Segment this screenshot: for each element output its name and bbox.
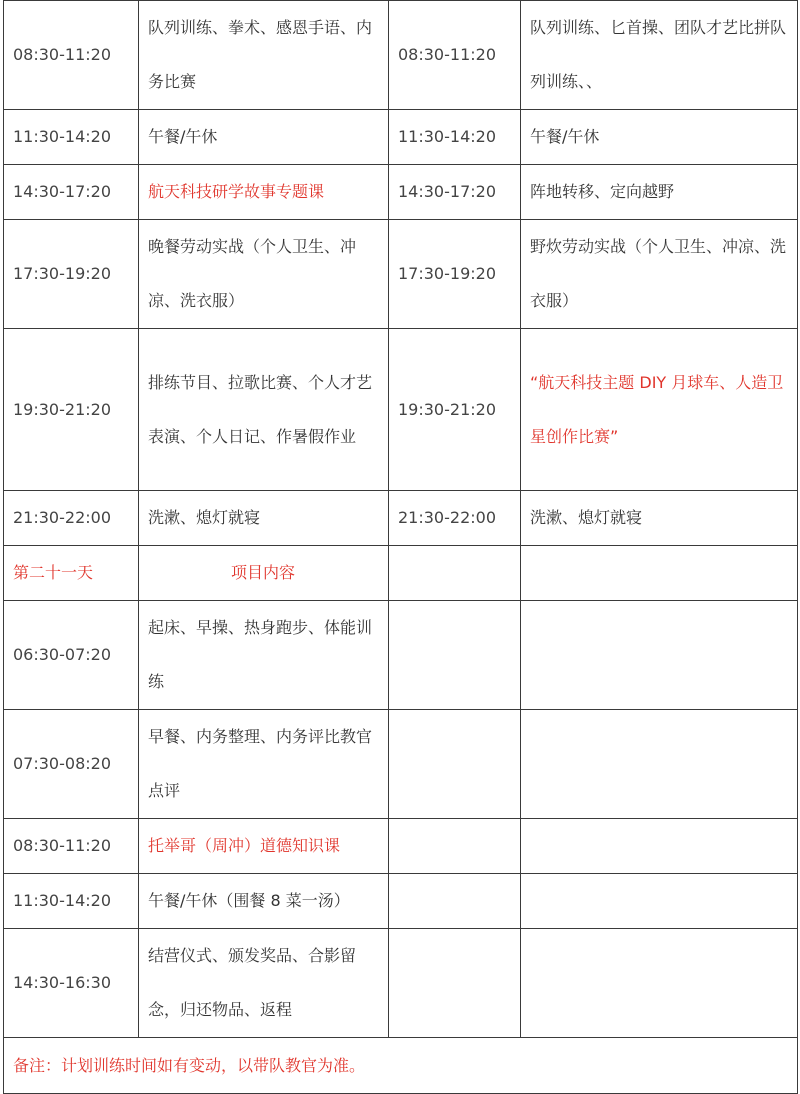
empty-cell [389,546,521,601]
time-cell: 11:30-14:20 [4,874,139,929]
left-activity-cell: 排练节目、拉歌比赛、个人才艺表演、个人日记、作暑假作业 [139,329,389,491]
empty-cell [389,819,521,874]
time-cell: 14:30-16:30 [4,929,139,1038]
schedule-row [4,165,798,220]
schedule-row [4,329,798,491]
empty-cell [521,601,798,710]
right-time-cell: 11:30-14:20 [389,110,521,165]
left-activity-cell: 洗漱、熄灯就寝 [139,491,389,546]
right-activity-cell: 野炊劳动实战（个人卫生、冲凉、洗衣服） [521,220,798,329]
left-activity-cell: 航天科技研学故事专题课 [139,165,389,220]
right-time-cell: 17:30-19:20 [389,220,521,329]
time-cell: 07:30-08:20 [4,710,139,819]
right-time-cell: 21:30-22:00 [389,491,521,546]
content-header: 项目内容 [139,546,389,601]
note-text: 备注：计划训练时间如有变动，以带队教官为准。 [4,1038,798,1094]
schedule-table [3,0,798,1094]
empty-cell [389,710,521,819]
left-time-cell: 11:30-14:20 [4,110,139,165]
day-header-row [4,546,798,601]
activity-cell: 午餐/午休（围餐 8 菜一汤） [139,874,389,929]
schedule-row [4,220,798,329]
empty-cell [521,710,798,819]
schedule-row [4,710,798,819]
time-cell: 06:30-07:20 [4,601,139,710]
empty-cell [521,929,798,1038]
schedule-row [4,601,798,710]
empty-cell [389,601,521,710]
schedule-row [4,819,798,874]
left-activity-cell: 晚餐劳动实战（个人卫生、冲凉、洗衣服） [139,220,389,329]
right-activity-cell: “航天科技主题 DIY 月球车、人造卫星创作比赛” [521,329,798,491]
right-activity-cell: 洗漱、熄灯就寝 [521,491,798,546]
empty-cell [389,874,521,929]
activity-cell: 结营仪式、颁发奖品、合影留念，归还物品、返程 [139,929,389,1038]
activity-cell: 托举哥（周冲）道德知识课 [139,819,389,874]
left-time-cell: 08:30-11:20 [4,1,139,110]
empty-cell [521,819,798,874]
activity-cell: 早餐、内务整理、内务评比教官点评 [139,710,389,819]
empty-cell [521,546,798,601]
schedule-body [4,1,798,1094]
schedule-row [4,929,798,1038]
day-label: 第二十一天 [4,546,139,601]
right-time-cell: 14:30-17:20 [389,165,521,220]
time-cell: 08:30-11:20 [4,819,139,874]
empty-cell [389,929,521,1038]
empty-cell [521,874,798,929]
schedule-row [4,491,798,546]
left-activity-cell: 午餐/午休 [139,110,389,165]
left-time-cell: 19:30-21:20 [4,329,139,491]
right-activity-cell: 队列训练、匕首操、团队才艺比拼队列训练、、 [521,1,798,110]
schedule-row [4,1,798,110]
note-row [4,1038,798,1094]
left-activity-cell: 队列训练、拳术、感恩手语、内务比赛 [139,1,389,110]
right-activity-cell: 午餐/午休 [521,110,798,165]
schedule-row [4,110,798,165]
left-time-cell: 14:30-17:20 [4,165,139,220]
activity-cell: 起床、早操、热身跑步、体能训练 [139,601,389,710]
right-time-cell: 08:30-11:20 [389,1,521,110]
schedule-row [4,874,798,929]
right-activity-cell: 阵地转移、定向越野 [521,165,798,220]
left-time-cell: 17:30-19:20 [4,220,139,329]
right-time-cell: 19:30-21:20 [389,329,521,491]
left-time-cell: 21:30-22:00 [4,491,139,546]
